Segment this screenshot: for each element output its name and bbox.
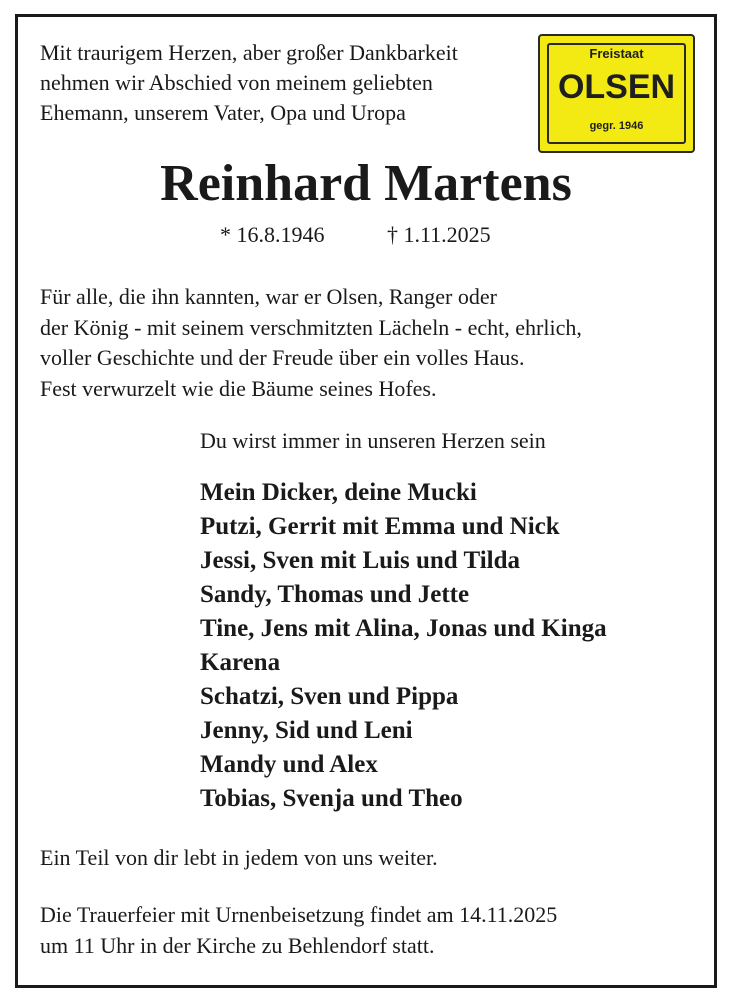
tribute-text	[40, 282, 700, 404]
tribute-line: Fest verwurzelt wie die Bäume seines Hofes.	[40, 375, 437, 401]
tribute-line: der König - mit seinem verschmitzten Lächeln - echt, ehrlich,	[40, 314, 582, 340]
intro-line: Ehemann, unserem Vater, Opa und Uropa	[40, 100, 406, 125]
family-entry: Sandy, Thomas und Jette	[200, 581, 470, 608]
intro-text	[40, 38, 530, 128]
family-entry: Jenny, Sid und Leni	[200, 717, 413, 744]
closing-text: Ein Teil von dir lebt in jedem von uns weiter.	[40, 845, 438, 870]
service-line: Die Trauerfeier mit Urnenbeisetzung findet am 14.11.2025	[40, 902, 558, 927]
intro-line: Mit traurigem Herzen, aber großer Dankbarkeit	[40, 40, 458, 65]
sign-bottom-text: gegr. 1946	[589, 120, 644, 132]
family-entry: Tobias, Svenja und Theo	[200, 785, 463, 812]
birth-date: * 16.8.1946	[220, 222, 325, 247]
family-entry: Tine, Jens mit Alina, Jonas und Kinga	[200, 615, 607, 642]
family-entry: Mein Dicker, deine Mucki	[200, 479, 477, 506]
death-date: † 1.11.2025	[387, 222, 491, 247]
motto: Du wirst immer in unseren Herzen sein	[200, 428, 546, 453]
sign-name-text: OLSEN	[557, 68, 676, 106]
tribute-line: Für alle, die ihn kannten, war er Olsen, Ranger oder	[40, 284, 497, 309]
freistaat-olsen-sign	[538, 34, 695, 153]
family-list	[200, 476, 607, 816]
deceased-name: Reinhard Martens	[160, 155, 572, 212]
family-entry: Jessi, Sven mit Luis und Tilda	[200, 547, 521, 574]
family-entry: Mandy und Alex	[200, 751, 378, 778]
family-entry: Karena	[200, 649, 281, 676]
sign-top-text: Freistaat	[589, 46, 644, 61]
service-line: um 11 Uhr in der Kirche zu Behlendorf statt.	[40, 932, 435, 958]
family-entry: Putzi, Gerrit mit Emma und Nick	[200, 513, 560, 540]
intro-line: nehmen wir Abschied von meinem geliebten	[40, 70, 433, 95]
tribute-line: voller Geschichte und der Freude über ein volles Haus.	[40, 345, 525, 370]
service-info	[40, 900, 557, 961]
family-entry: Schatzi, Sven und Pippa	[200, 683, 459, 710]
